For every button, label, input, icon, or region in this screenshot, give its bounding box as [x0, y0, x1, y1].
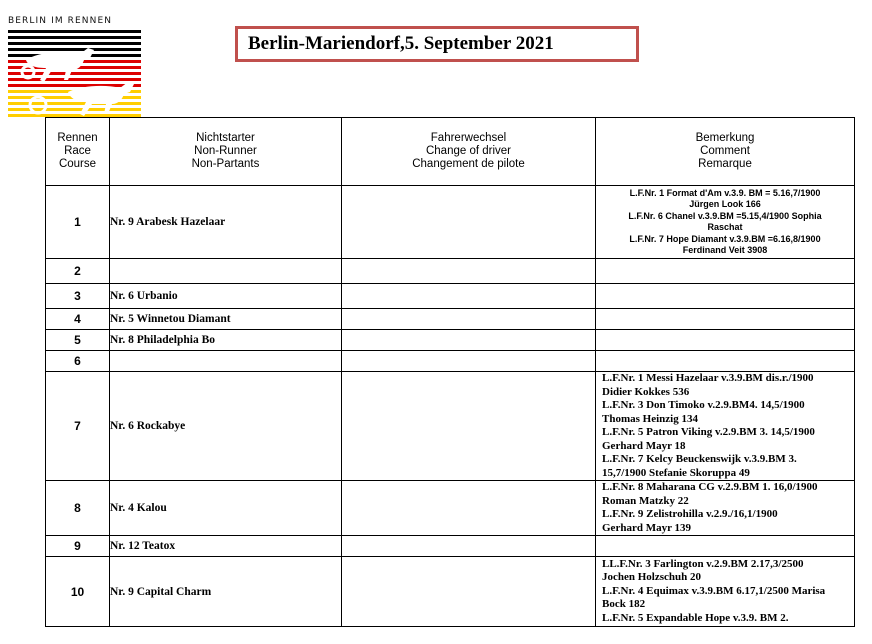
header-driver: Fahrerwechsel Change of driver Changement de pilote: [342, 118, 596, 186]
driver-cell: [342, 481, 596, 536]
driver-cell: [342, 372, 596, 481]
race-number: 1: [46, 186, 110, 259]
nonstarter-cell: Nr. 5 Winnetou Diamant: [110, 309, 342, 330]
nonstarter-cell: [110, 259, 342, 284]
remark-cell: [596, 284, 855, 309]
table-row: [46, 557, 855, 627]
remark-cell: LL.F.Nr. 3 Farlington v.2.9.BM 2.17,3/2500 Jochen Holzschuh 20 L.F.Nr. 4 Equimax v.3.9.BM 6.17,1/2500 Marisa Bock 182 L.F.Nr. 5 Expandable Hope v.3.9. BM 2.: [596, 557, 855, 627]
table-row: [46, 309, 855, 330]
remark-cell: L.F.Nr. 1 Messi Hazelaar v.3.9.BM dis.r./1900 Didier Kokkes 536 L.F.Nr. 3 Don Timoko v.2.9.BM4. 14,5/1900 Thomas Heinzig 134 L.F.Nr. 5 Patron Viking v.2.9.BM 3. 14,5/1900 Gerhard Mayr 18 L.F.Nr. 7 Kelcy Beuckenswijk v.3.9.BM 3. 15,7/1900 Stefanie Skoruppa 49: [596, 372, 855, 481]
driver-cell: [342, 284, 596, 309]
race-number: 10: [46, 557, 110, 627]
page-title: Berlin-Mariendorf,5. September 2021: [248, 33, 554, 54]
race-number: 5: [46, 330, 110, 351]
logo-text: BERLIN IM RENNEN: [8, 16, 113, 26]
table-row: [46, 481, 855, 536]
logo: [8, 16, 141, 118]
remark-cell: [596, 351, 855, 372]
driver-cell: [342, 351, 596, 372]
remark-cell: L.F.Nr. 8 Maharana CG v.2.9.BM 1. 16,0/1900 Roman Matzky 22 L.F.Nr. 9 Zelistrohilla v.2.9./16,1/1900 Gerhard Mayr 139: [596, 481, 855, 536]
table-row: [46, 330, 855, 351]
nonstarter-cell: Nr. 8 Philadelphia Bo: [110, 330, 342, 351]
horse-flag-logo-icon: [8, 30, 141, 118]
nonstarter-cell: Nr. 6 Rockabye: [110, 372, 342, 481]
table-row: [46, 351, 855, 372]
nonstarter-cell: Nr. 9 Capital Charm: [110, 557, 342, 627]
race-number: 2: [46, 259, 110, 284]
table-row: [46, 536, 855, 557]
race-number: 7: [46, 372, 110, 481]
remark-cell: [596, 309, 855, 330]
race-number: 3: [46, 284, 110, 309]
race-number: 9: [46, 536, 110, 557]
nonstarter-cell: Nr. 12 Teatox: [110, 536, 342, 557]
nonstarter-cell: Nr. 9 Arabesk Hazelaar: [110, 186, 342, 259]
flag-stripes: [8, 30, 141, 117]
table-row: [46, 284, 855, 309]
driver-cell: [342, 309, 596, 330]
nonstarter-cell: Nr. 4 Kalou: [110, 481, 342, 536]
driver-cell: [342, 536, 596, 557]
driver-cell: [342, 330, 596, 351]
nonstarter-cell: [110, 351, 342, 372]
driver-cell: [342, 259, 596, 284]
horses: [26, 48, 134, 116]
header-race: Rennen Race Course: [46, 118, 110, 186]
header-remark: Bemerkung Comment Remarque: [596, 118, 855, 186]
driver-cell: [342, 557, 596, 627]
table-row: [46, 186, 855, 259]
remark-cell: L.F.Nr. 1 Format d'Am v.3.9. BM = 5.16,7/1900 Jürgen Look 166 L.F.Nr. 6 Chanel v.3.9.BM =5.15,4/1900 Sophia Raschat L.F.Nr. 7 Hope Diamant v.3.9.BM =6.16,8/1900 Ferdinand Veit 3908: [596, 186, 855, 259]
remark-cell: [596, 536, 855, 557]
remark-cell: [596, 330, 855, 351]
race-number: 8: [46, 481, 110, 536]
title-box: [235, 26, 639, 62]
table-row: [46, 259, 855, 284]
driver-cell: [342, 186, 596, 259]
header-row: [46, 118, 855, 186]
races-table: [45, 117, 855, 627]
header-nonstarter: Nichtstarter Non-Runner Non-Partants: [110, 118, 342, 186]
race-number: 4: [46, 309, 110, 330]
nonstarter-cell: Nr. 6 Urbanio: [110, 284, 342, 309]
race-number: 6: [46, 351, 110, 372]
remark-cell: [596, 259, 855, 284]
table-row: [46, 372, 855, 481]
